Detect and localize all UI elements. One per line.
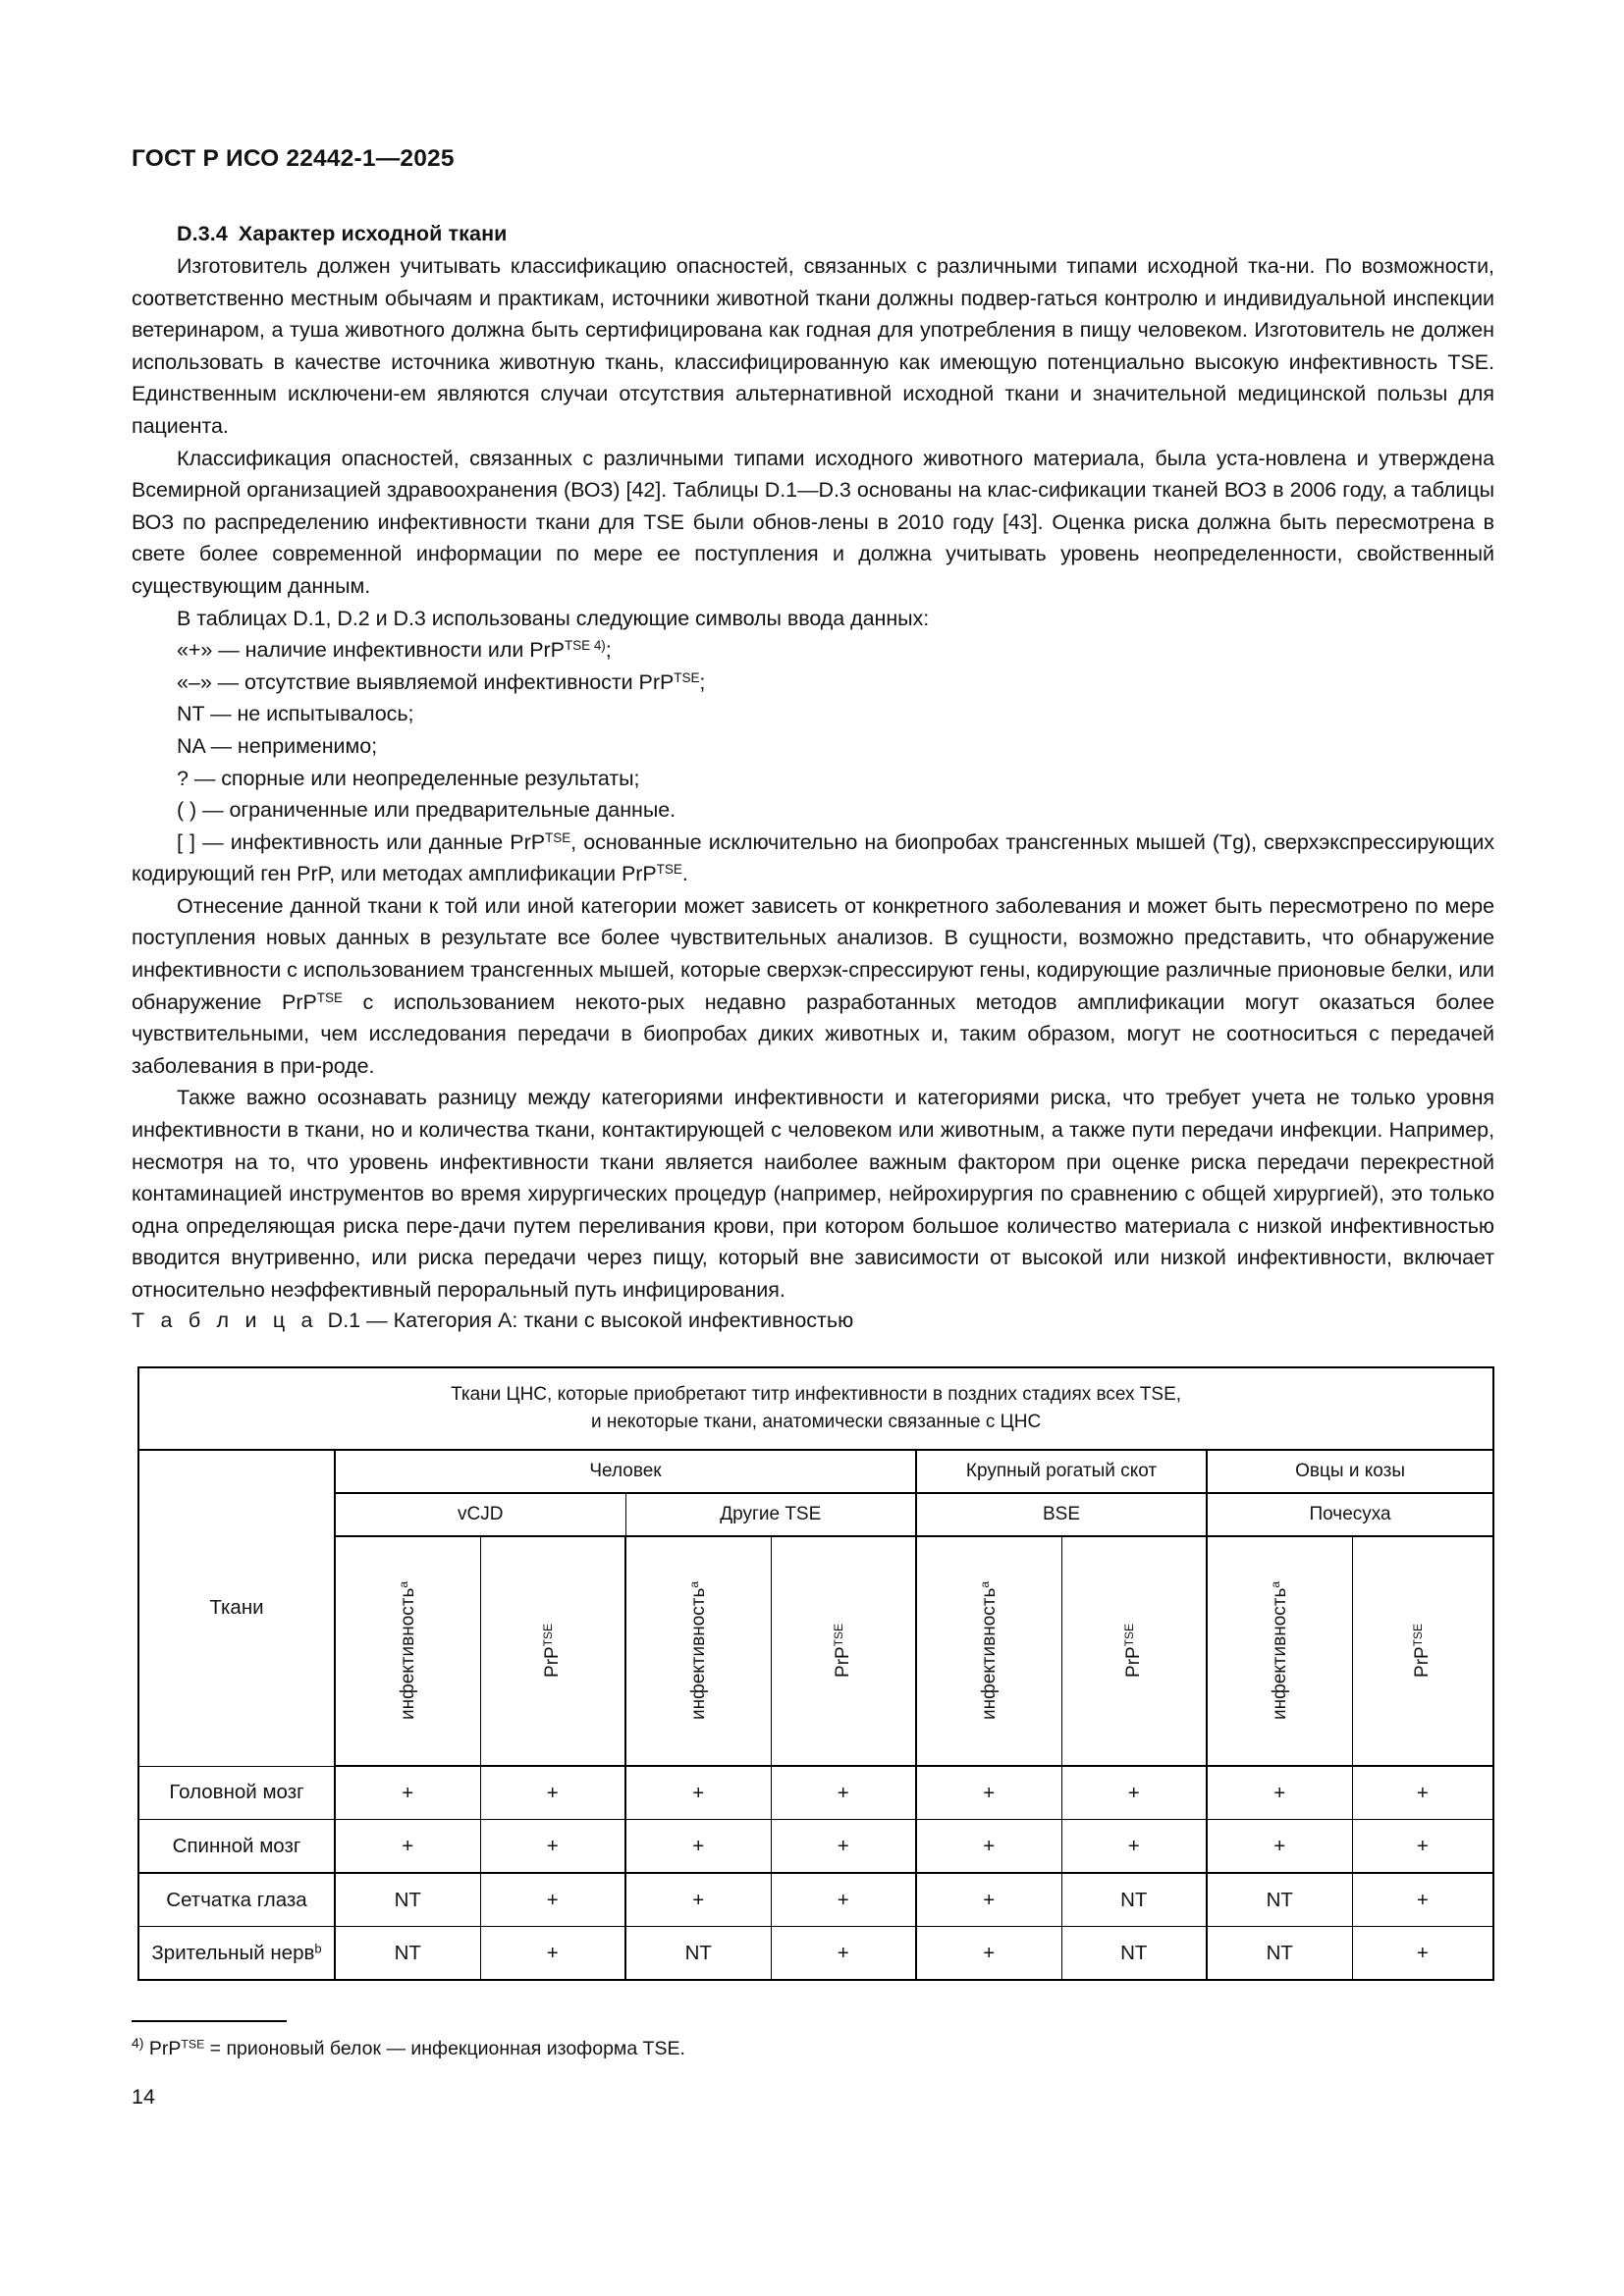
table-species-human: Человек: [335, 1450, 916, 1493]
measure-sup: TSE: [541, 1624, 556, 1647]
text-column: [132, 218, 1494, 1307]
table-cell: NT: [335, 1927, 480, 1981]
measure-sup: TSE: [832, 1624, 846, 1647]
table-measure-scrapie-prp: [1352, 1536, 1493, 1766]
table-caption: [132, 1308, 853, 1333]
brackets-text-c: .: [681, 862, 688, 886]
table-header-row-measures: [138, 1536, 1493, 1766]
measure-sup: a: [686, 1580, 701, 1588]
measure-label: PrP: [542, 1646, 564, 1678]
paragraph-5-sup: TSE: [316, 989, 343, 1005]
symbol-plus-sup: TSE 4): [564, 638, 606, 654]
table-cell: +: [625, 1766, 771, 1820]
footnote-mark: 4): [132, 2035, 144, 2051]
paragraph-1: Изготовитель должен учитывать классификацию опасностей, связанных с различными типами исходной тка-ни. По возможности, соответственно местным обычаям и практикам, источники животной ткани должны подвер-гаться контролю и индивидуальной инспекции ветеринаром, а туша животного должна быть сертифицирована как годная для употребления в пищу человеком. Изготовитель не должен использовать в качестве источника животную ткань, классифицированную как имеющую потенциально высокую инфективность TSE. Единственным исключени-ем являются случаи отсутствия альтернативной исходной ткани и значительной медицинской пользы для пациента.: [132, 254, 1494, 438]
symbol-minus-sup: TSE: [674, 669, 700, 685]
table-cell: +: [1061, 1820, 1207, 1874]
table-cell: +: [916, 1766, 1061, 1820]
table-cell: +: [1061, 1766, 1207, 1820]
table-disease-other-tse: Другие TSE: [625, 1493, 916, 1536]
table-measure-othertse-prp: [771, 1536, 916, 1766]
table-row-tissue-label: Зрительный нерв: [151, 1941, 315, 1964]
paragraph-2: Классификация опасностей, связанных с различными типами исходного животного материала, была уста-новлена и утверждена Всемирной организацией здравоохранения (ВОЗ) [42]. Таблицы D.1—D.3 основаны на клас-сификации тканей ВОЗ в 2006 году, а таблицы ВОЗ по распределению инфективности ткани для TSE были обнов-лены в 2010 году [43]. Оценка риска должна быть пересмотрена в свете более современной информации по мере ее поступления и должна учитывать уровень неопределенности, свойственный существующим данным.: [132, 446, 1494, 598]
symbol-minus: [132, 667, 1494, 699]
symbol-na: NA — неприменимо;: [177, 733, 378, 758]
table-row-tissue: Сетчатка глаза: [138, 1873, 335, 1927]
table-caption-label: Т а б л и ц а: [132, 1308, 318, 1332]
table-top-header-cell: [138, 1367, 1493, 1450]
measure-sup: a: [1268, 1580, 1282, 1588]
symbols-intro: В таблицах D.1, D.2 и D.3 использованы следующие символы ввода данных:: [177, 606, 930, 630]
table-cell: +: [1352, 1927, 1493, 1981]
measure-sup: TSE: [1122, 1624, 1137, 1647]
table-cell: +: [1352, 1766, 1493, 1820]
paragraph-5-b: с использованием некото-рых недавно разработанных методов амплификации могут оказаться более чувствительными, чем исследования передачи в биопробах диких животных и, таким образом, могут не соотноситься с передачей заболевания в при-роде.: [132, 989, 1494, 1078]
symbol-plus-text: «+» — наличие инфективности или PrP: [177, 638, 565, 663]
table-cell: NT: [1207, 1927, 1352, 1981]
page-number: 14: [132, 2085, 155, 2109]
table-disease-bse: BSE: [916, 1493, 1207, 1536]
measure-label: инфективность: [1269, 1587, 1290, 1721]
table-top-header-line1: Ткани ЦНС, которые приобретают титр инфективности в поздних стадиях всех TSE,: [451, 1384, 1182, 1405]
table-caption-text: D.1 — Категория А: ткани с высокой инфективностью: [327, 1308, 854, 1332]
table-cell: +: [1207, 1766, 1352, 1820]
symbol-nt: NT — не испытывалось;: [177, 702, 414, 726]
table-header-row-top: [138, 1367, 1493, 1450]
symbol-parens: ( ) — ограниченные или предварительные данные.: [177, 798, 677, 823]
table-measure-scrapie-infectivity: [1207, 1536, 1352, 1766]
table-cell: +: [771, 1820, 916, 1874]
footnote-prp-sup: TSE: [181, 2037, 205, 2052]
measure-label: PrP: [1123, 1646, 1145, 1678]
paragraph-brackets: [132, 827, 1494, 890]
table-measure-vcjd-prp: [480, 1536, 625, 1766]
table-row: [138, 1873, 1493, 1927]
table-tissues-header: Ткани: [138, 1450, 335, 1766]
table-cell: +: [1352, 1873, 1493, 1927]
table-row: [138, 1766, 1493, 1820]
measure-label: инфективность: [687, 1587, 709, 1721]
table-cell: NT: [1061, 1927, 1207, 1981]
table-cell: +: [771, 1766, 916, 1820]
symbol-minus-text: «–» — отсутствие выявляемой инфективности PrP: [177, 669, 675, 694]
measure-sup: a: [396, 1580, 410, 1588]
table-cell: NT: [1207, 1873, 1352, 1927]
symbol-plus-end: ;: [605, 638, 612, 663]
table-measure-bse-prp: [1061, 1536, 1207, 1766]
table-cell: +: [625, 1873, 771, 1927]
table-measure-bse-infectivity: [916, 1536, 1061, 1766]
table-cell: +: [480, 1873, 625, 1927]
table-cell: +: [335, 1766, 480, 1820]
table-species-cattle: Крупный рогатый скот: [916, 1450, 1207, 1493]
table-cell: NT: [1061, 1873, 1207, 1927]
measure-label: инфективность: [397, 1587, 418, 1721]
table-cell: NT: [335, 1873, 480, 1927]
footnote-prp: PrP: [148, 2038, 182, 2059]
brackets-sup-1: TSE: [545, 829, 571, 845]
running-header: ГОСТ Р ИСО 22442-1—2025: [132, 145, 455, 172]
paragraph-5-a: Отнесение данной ткани к той или иной категории может зависеть от конкретного заболевания и может быть пересмотрено по мере поступления новых данных в результате все более чувствительных анализов. В сущности, возможно представить, что обнаружение инфективности с использованием трансгенных мышей, которые сверхэк-спрессируют гены, кодирующие различные прионовые белки, или обнаружение PrP: [132, 893, 1494, 1014]
table-disease-scrapie: Почесуха: [1207, 1493, 1493, 1536]
table-cell: +: [1207, 1820, 1352, 1874]
symbol-question: ? — спорные или неопределенные результаты;: [177, 766, 640, 790]
table-cell: +: [916, 1873, 1061, 1927]
table-cell: +: [916, 1820, 1061, 1874]
footnote: [132, 2035, 685, 2060]
table-row-tissue: Головной мозг: [138, 1766, 335, 1820]
table-measure-vcjd-infectivity: [335, 1536, 480, 1766]
table-top-header-line2: и некоторые ткани, анатомически связанные с ЦНС: [590, 1412, 1042, 1432]
table-cell: +: [916, 1927, 1061, 1981]
table-header-row-species: [138, 1450, 1493, 1493]
table-row: [138, 1927, 1493, 1981]
table-cell: +: [1352, 1820, 1493, 1874]
footnote-separator: [132, 2020, 287, 2022]
table-row-tissue: [138, 1927, 335, 1981]
footnote-text: = прионовый белок — инфекционная изоформа TSE.: [204, 2038, 685, 2059]
table-header-row-diseases: [138, 1493, 1493, 1536]
table-cell: +: [335, 1820, 480, 1874]
table-d1: [137, 1366, 1494, 1981]
paragraph-6: Также важно осознавать разницу между категориями инфективности и категориями риска, что требует учета не только уровня инфективности в ткани, но и количества ткани, контактирующей с человеком или животным, а также пути передачи инфекции. Например, несмотря на то, что уровень инфективности ткани является наиболее важным фактором при оценке риска передачи перекрестной контаминацией инструментов во время хирургических процедур (например, нейрохирургия по сравнению с общей хирургией), это только одна определяющая риска пере-дачи путем переливания крови, при котором большое количество материала с низкой инфективностью вводится внутривенно, или риска передачи через пищу, который вне зависимости от высокой или низкой инфективности, включает относительно неэффективный пероральный путь инфицирования.: [132, 1086, 1494, 1302]
paragraph-5: [132, 890, 1494, 1083]
measure-sup: TSE: [1411, 1624, 1426, 1647]
table-cell: +: [625, 1820, 771, 1874]
table-row-tissue: Спинной мозг: [138, 1820, 335, 1874]
table-cell: NT: [625, 1927, 771, 1981]
measure-sup: a: [977, 1580, 992, 1588]
measure-label: PrP: [1412, 1646, 1434, 1678]
measure-label: инфективность: [978, 1587, 1000, 1721]
section-heading: [132, 218, 1494, 250]
brackets-text-b: , основанные исключительно на биопробах трансгенных мышей (Tg), сверхэкспрессирующих кодирующий ген PrP, или методах амплификации PrP: [132, 829, 1495, 886]
brackets-sup-2: TSE: [656, 862, 682, 878]
section-title: Характер исходной ткани: [238, 222, 508, 245]
symbol-plus: [132, 634, 1494, 667]
table-row: [138, 1820, 1493, 1874]
table-cell: +: [480, 1820, 625, 1874]
brackets-text-a: [ ] — инфективность или данные PrP: [177, 829, 545, 854]
measure-label: PrP: [833, 1646, 854, 1678]
symbol-minus-end: ;: [699, 669, 706, 694]
table-cell: +: [480, 1927, 625, 1981]
table-measure-othertse-infectivity: [625, 1536, 771, 1766]
table-cell: +: [480, 1766, 625, 1820]
table-species-sheep-goats: Овцы и козы: [1207, 1450, 1493, 1493]
table-cell: +: [771, 1873, 916, 1927]
table-disease-vcjd: vCJD: [335, 1493, 625, 1536]
table-row-tissue-sup: b: [314, 1940, 322, 1955]
table-cell: +: [771, 1927, 916, 1981]
section-number: D.3.4: [177, 222, 228, 245]
